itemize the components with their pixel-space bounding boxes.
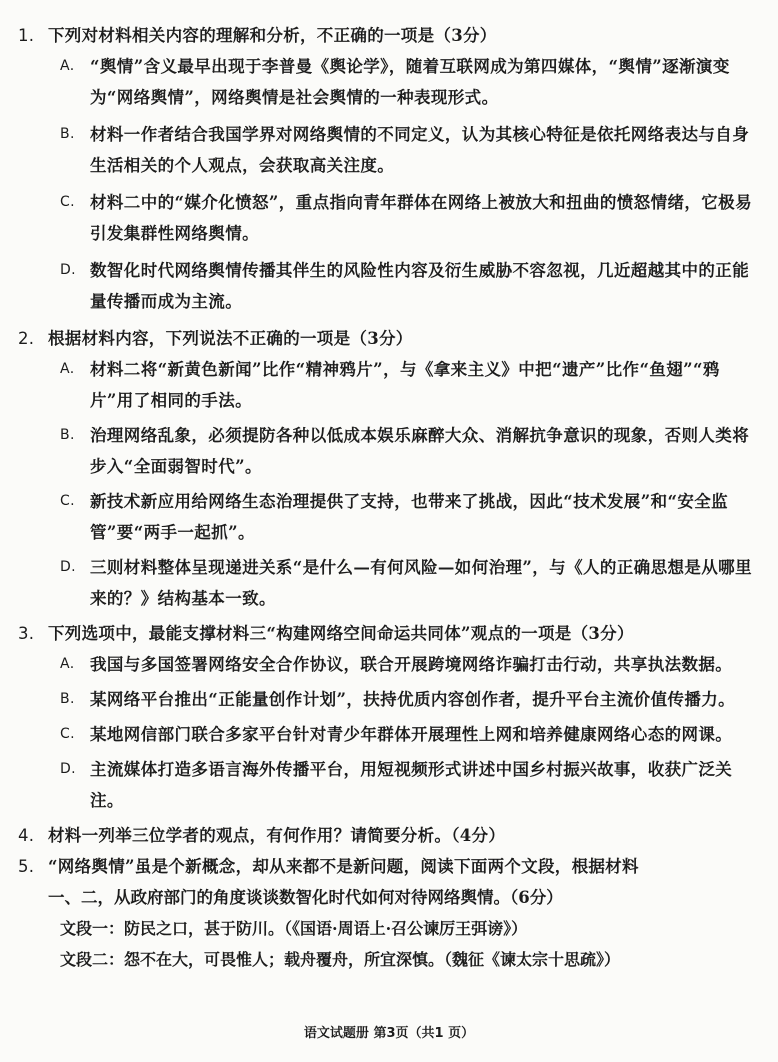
option-a [60,354,756,416]
question-4 [18,820,756,851]
option-label: C. [60,726,76,742]
option-b [60,420,756,482]
question-number: 3. [18,624,35,643]
option-text: 材料一作者结合我国学界对网络舆情的不同定义，认为其核心特征是依托网络表达与自身生活相关的个人观点，会获取高关注度。 [90,125,750,175]
option-d [60,754,756,816]
option-b [60,119,756,181]
option-text: 治理网络乱象，必须提防各种以低成本娱乐麻醉大众、消解抗争意识的现象，否则人类将步入“全面弱智时代”。 [90,426,750,476]
question-number: 1. [18,26,35,45]
passage-1 [60,913,756,944]
option-label: A. [60,656,75,672]
option-c [60,187,756,249]
question-1 [18,20,756,317]
question-3 [18,618,756,816]
passage-label: 文段二： [60,950,125,969]
question-stem: 下列选项中，最能支撑材料三“构建网络空间命运共同体”观点的一项是（3分） [48,624,634,643]
option-label: A. [60,361,75,377]
question-stem-continued: 一、二，从政府部门的角度谈谈数智化时代如何对待网络舆情。（6分） [48,888,563,907]
option-d [60,255,756,317]
question-stem: “网络舆情”虽是个新概念，却从来都不是新问题，阅读下面两个文段，根据材料 [48,857,639,876]
option-text: 数智化时代网络舆情传播其伴生的风险性内容及衍生威胁不容忽视，几近超越其中的正能量传播而成为主流。 [90,261,750,311]
question-5 [18,851,756,975]
option-c [60,719,756,750]
option-c [60,486,756,548]
option-text: 新技术新应用给网络生态治理提供了支持，也带来了挑战，因此“技术发展”和“安全监管”要“两手一起抓”。 [90,492,729,542]
option-b [60,684,756,715]
option-label: C. [60,493,76,509]
option-text: 主流媒体打造多语言海外传播平台，用短视频形式讲述中国乡村振兴故事，收获广泛关注。 [90,760,733,810]
page-footer: 语文试题册 第3页（共1 页） [303,1026,475,1041]
question-number: 2. [18,329,35,348]
option-text: “舆情”含义最早出现于李普曼《舆论学》，随着互联网成为第四媒体，“舆情”逐渐演变为“网络舆情”，网络舆情是社会舆情的一种表现形式。 [90,57,730,107]
option-text: 我国与多国签署网络安全合作协议，联合开展跨境网络诈骗打击行动，共享执法数据。 [90,655,733,674]
option-label: C. [60,194,76,210]
option-text: 材料二中的“媒介化愤怒”，重点指向青年群体在网络上被放大和扭曲的愤怒情绪，它极易引发集群性网络舆情。 [90,193,752,243]
passage-2 [60,944,756,975]
option-text: 材料二将“新黄色新闻”比作“精神鸦片”，与《拿来主义》中把“遗产”比作“鱼翅”“鸦片”用了相同的手法。 [90,360,720,410]
question-2 [18,323,756,614]
option-text: 三则材料整体呈现递进关系“是什么—有何风险—如何治理”，与《人的正确思想是从哪里来的？》结构基本一致。 [90,558,752,608]
question-number: 5. [18,857,35,876]
option-label: A. [60,58,75,74]
option-label: D. [60,559,77,575]
option-label: B. [60,427,75,443]
option-label: B. [60,126,75,142]
question-stem: 根据材料内容，下列说法不正确的一项是（3分） [48,329,413,348]
passage-text: 防民之口，甚于防川。（《国语·周语上·召公谏厉王弭谤》） [124,919,528,938]
question-stem: 下列对材料相关内容的理解和分析，不正确的一项是（3分） [48,26,497,45]
question-number: 4. [18,826,35,845]
option-label: B. [60,691,75,707]
option-label: D. [60,262,77,278]
option-label: D. [60,761,77,777]
option-text: 某网络平台推出“正能量创作计划”，扶持优质内容创作者，提升平台主流价值传播力。 [90,690,736,709]
option-a [60,51,756,113]
question-stem: 材料一列举三位学者的观点，有何作用？请简要分析。（4分） [48,826,506,845]
passage-text: 怨不在大，可畏惟人；载舟覆舟，所宜深慎。（魏征《谏太宗十思疏》） [124,950,621,969]
passage-label: 文段一： [60,919,125,938]
option-text: 某地网信部门联合多家平台针对青少年群体开展理性上网和培养健康网络心态的网课。 [90,725,733,744]
option-d [60,552,756,614]
option-a [60,649,756,680]
